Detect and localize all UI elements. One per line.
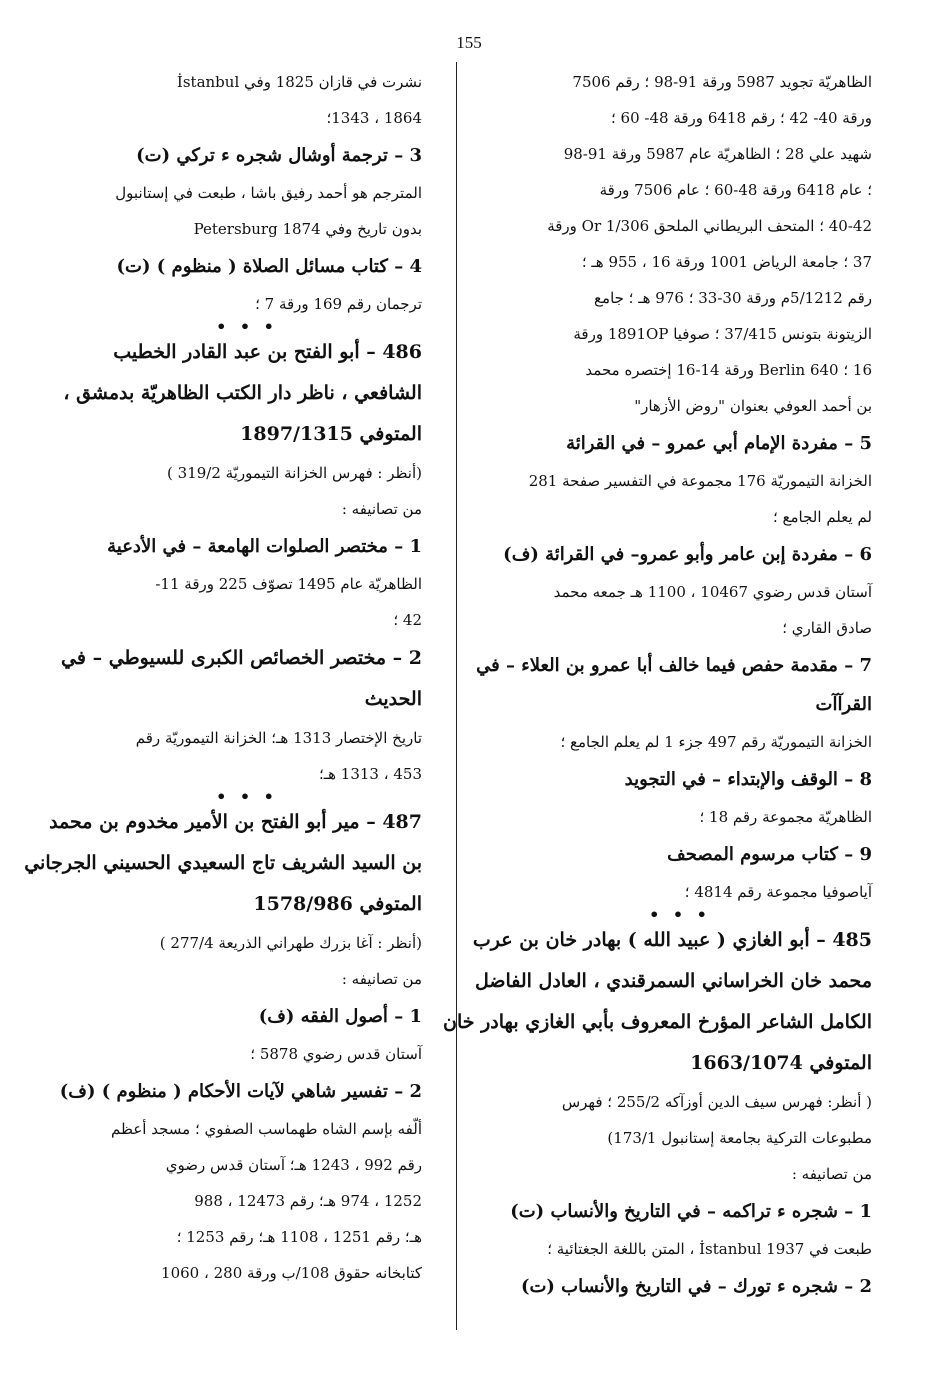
text-line: 16 ؛ Berlin 640 ورقة 14-16 إختصره محمد	[585, 361, 872, 379]
entry-heading-line: بن السيد الشريف تاج السعيدي الحسيني الجرجاني	[24, 852, 422, 874]
text-line: ورقة 40- 42 ؛ رقم 6418 ورقة 48- 60 ؛	[611, 109, 872, 127]
work-title-line: 9 – كتاب مرسوم المصحف	[667, 844, 872, 865]
text-line: هـ؛ رقم 1251 ، 1108 هـ؛ رقم 1253 ؛	[176, 1228, 422, 1246]
text-line: الخزانة التيموريّة 176 مجموعة في التفسير صفحة 281	[528, 472, 872, 490]
text-line: نشرت في قازان 1825 وفي İstanbul	[176, 73, 422, 91]
text-line: 1864 ، 1343؛	[326, 109, 422, 127]
text-line: ؛ عام 6418 ورقة 48-60 ؛ عام 7506 ورقة	[599, 181, 872, 199]
work-title-line: 7 – مقدمة حفص فيما خالف أبا عمرو بن العلاء – في	[476, 655, 872, 676]
right-column	[443, 64, 872, 1306]
text-line: (أنظر : آغا بزرك طهراني الذريعة 277/4 )	[159, 934, 422, 952]
text-line: المترجم هو أحمد رفيق باشا ، طبعت في إستانبول	[115, 184, 422, 202]
text-line: تاريخ الإختصار 1313 هـ؛ الخزانة التيموريّة رقم	[135, 729, 422, 747]
text-line: طبعت في İstanbul 1937 ، المتن باللغة الجغتائية ؛	[547, 1240, 872, 1258]
entry-heading-line: الحديث	[364, 688, 422, 710]
entry-heading-line: المتوفي 1663/1074	[690, 1052, 872, 1074]
text-line: من تصانيفه :	[791, 1165, 872, 1183]
work-title-line: 4 – كتاب مسائل الصلاة ( منظوم ) (ت)	[116, 256, 422, 277]
text-line: 1252 ، 974 هـ؛ رقم 12473 ، 988	[194, 1192, 422, 1210]
text-line: الظاهريّة عام 1495 تصوّف 225 ورقة 11-	[155, 575, 422, 593]
entry-heading-line: 2 – مختصر الخصائص الكبرى للسيوطي – في	[61, 647, 422, 669]
text-line: ترجمان رقم 169 ورقة 7 ؛	[255, 295, 422, 313]
entry-heading-line: الكامل الشاعر المؤرخ المعروف بأبي الغازي بهادر خان	[443, 1011, 872, 1033]
section-separator: • • •	[216, 317, 278, 336]
work-title-line: 3 – ترجمة أوشال شجره ء تركي (ت)	[136, 145, 422, 166]
column-divider	[456, 62, 457, 1330]
text-line: كتابخانه حقوق 108/ب ورقة 280 ، 1060	[161, 1264, 422, 1282]
text-line: بدون تاريخ وفي Petersburg 1874	[193, 220, 422, 238]
left-column	[24, 64, 422, 1291]
entry-heading-line: المتوفي 1578/986	[253, 893, 422, 915]
work-title-line: 1 – مختصر الصلوات الهامعة – في الأدعية	[107, 536, 422, 557]
text-line: الخزانة التيموريّة رقم 497 جزء 1 لم يعلم الجامع ؛	[560, 733, 872, 751]
text-line: آياصوفيا مجموعة رقم 4814 ؛	[684, 883, 872, 901]
work-title-line: 2 – شجره ء تورك – في التاريخ والأنساب (ت)	[520, 1276, 872, 1297]
text-line: رقم 5/1212م ورقة 30-33 ؛ 976 هـ ؛ جامع	[594, 289, 872, 307]
text-line: رقم 992 ، 1243 هـ؛ آستان قدس رضوي	[165, 1156, 422, 1174]
text-line: 42 ؛	[393, 611, 422, 629]
work-title-line: 6 – مفردة إبن عامر وأبو عمرو– في القرائة (ف)	[503, 544, 872, 565]
work-title-line: 1 – أصول الفقه (ف)	[258, 1006, 422, 1027]
entry-heading-line: محمد خان الخراساني السمرقندي ، العادل الفاضل	[474, 970, 872, 992]
work-title-line: 8 – الوقف والإبتداء – في التجويد	[624, 769, 872, 790]
text-line: الظاهريّة تجويد 5987 ورقة 91-98 ؛ رقم 7506	[572, 73, 872, 91]
work-title-line: 2 – تفسير شاهي لآيات الأحكام ( منظوم ) (ف)	[59, 1081, 422, 1102]
text-line: مطبوعات التركية بجامعة إستانبول 173/1)	[607, 1129, 872, 1147]
work-title-line: القرآآت	[815, 694, 872, 715]
text-line: من تصانيفه :	[341, 970, 422, 988]
text-line: من تصانيفه :	[341, 500, 422, 518]
entry-heading-line: الشافعي ، ناظر دار الكتب الظاهريّة بدمشق ،	[63, 382, 422, 404]
text-line: 37 ؛ جامعة الرياض 1001 ورقة 16 ، 955 هـ ؛	[581, 253, 872, 271]
text-line: لم يعلم الجامع ؛	[773, 508, 872, 526]
text-line: بن أحمد العوفي بعنوان "روض الأزهار"	[634, 397, 872, 415]
entry-heading-line: 485 – أبو الغازي ( عبيد الله ) بهادر خان بن عرب	[472, 929, 872, 951]
text-line: شهيد علي 28 ؛ الظاهريّة عام 5987 ورقة 91-98	[563, 145, 872, 163]
entry-heading-line: 486 – أبو الفتح بن عبد القادر الخطيب	[113, 341, 422, 363]
text-line: الظاهريّة مجموعة رقم 18 ؛	[699, 808, 872, 826]
text-line: آستان قدس رضوي 10467 ، 1100 هـ جمعه محمد	[553, 583, 872, 601]
work-title-line: 5 – مفردة الإمام أبي عمرو – في القرائة	[566, 433, 872, 454]
text-line: الزيتونة بتونس 37/415 ؛ صوفيا 1891OP ورقة	[573, 325, 872, 343]
text-line: ( أنظر: فهرس سيف الدين أوزآكه 255/2 ؛ فهرس	[561, 1093, 872, 1111]
text-line: 40-42 ؛ المتحف البريطاني الملحق 1/306 Or ورقة	[547, 217, 872, 235]
text-line: (أنظر : فهرس الخزانة التيموريّة 319/2 )	[167, 464, 422, 482]
text-line: صادق القاري ؛	[782, 619, 872, 637]
text-line: آستان قدس رضوي 5878 ؛	[250, 1045, 422, 1063]
entry-heading-line: المتوفي 1897/1315	[240, 423, 422, 445]
section-separator: • • •	[216, 787, 278, 806]
section-separator: • • •	[649, 905, 711, 924]
page-number: 155	[456, 33, 482, 52]
work-title-line: 1 – شجره ء تراكمه – في التاريخ والأنساب (ت)	[510, 1201, 872, 1222]
text-line: ألّفه بإسم الشاه طهماسب الصفوي ؛ مسجد أعظم	[111, 1120, 422, 1138]
text-line: 453 ، 1313 هـ؛	[318, 765, 422, 783]
entry-heading-line: 487 – مير أبو الفتح بن الأمير مخدوم بن محمد	[49, 811, 422, 833]
